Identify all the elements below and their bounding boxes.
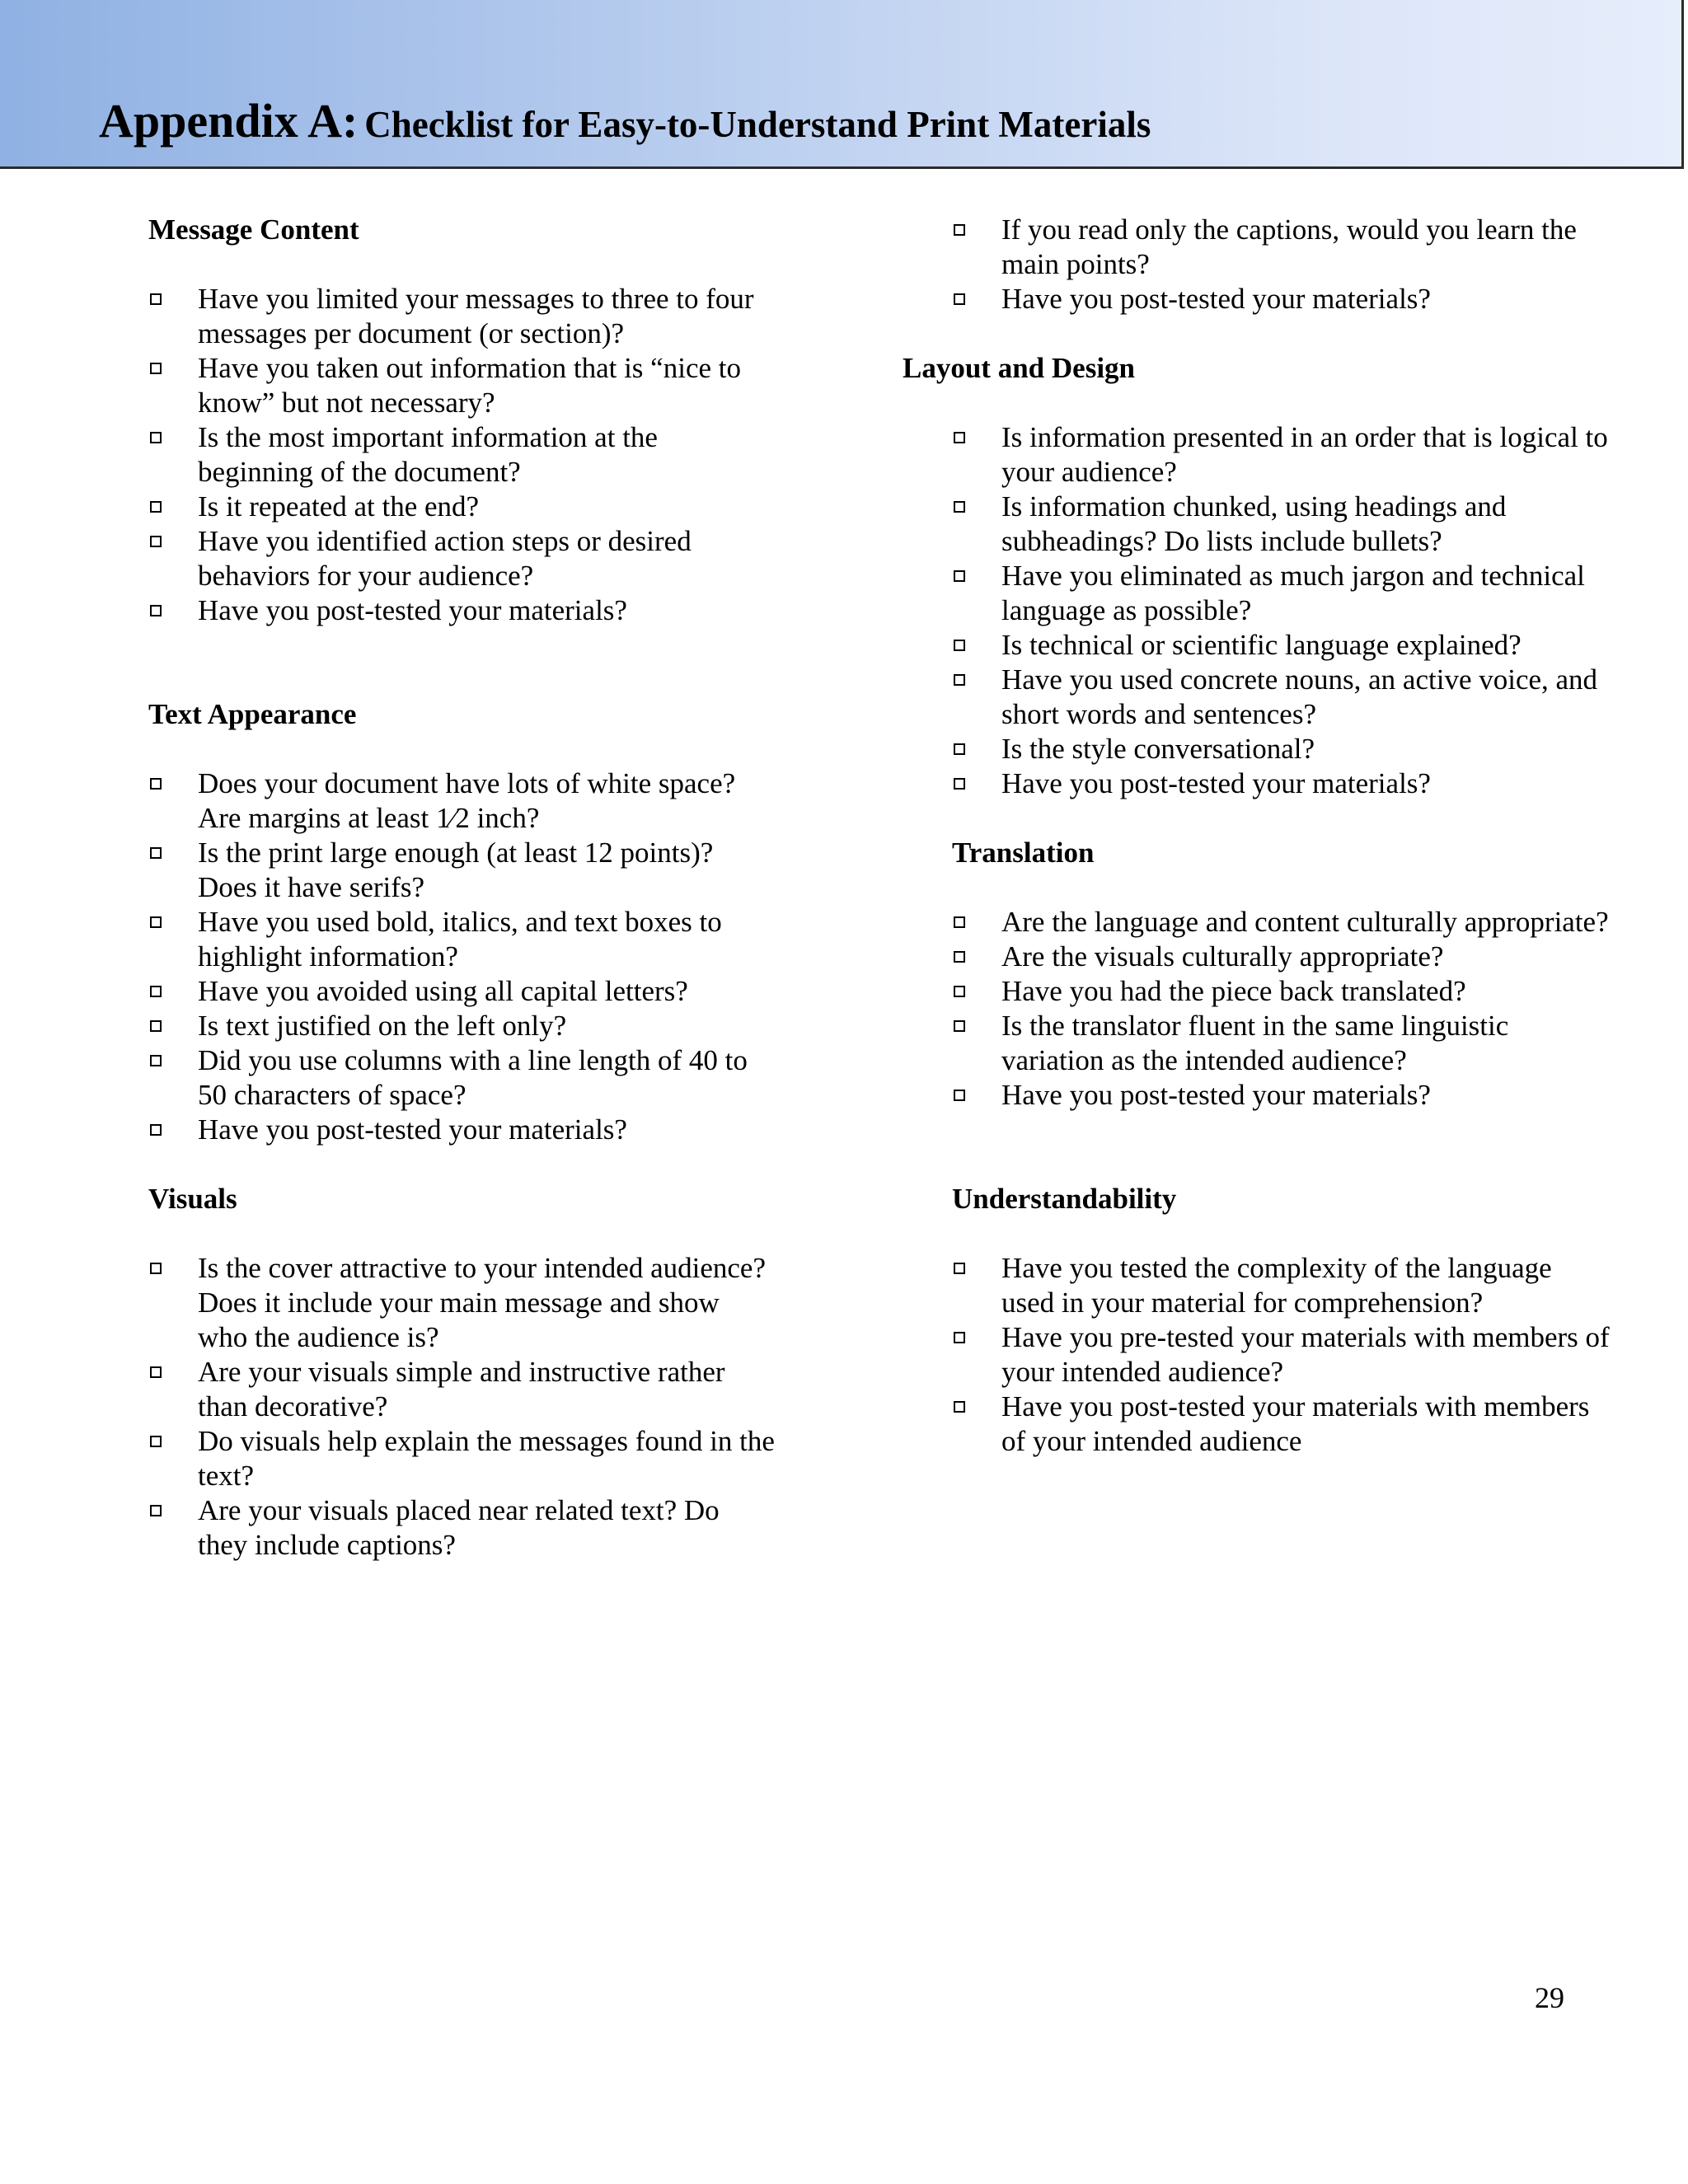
- checkbox-icon[interactable]: [150, 501, 162, 513]
- checklist: [903, 1251, 1611, 1459]
- item-text: Is the cover attractive to your intended audience? Does it include your main message and show who the audience is?: [198, 1252, 766, 1353]
- item-text: Have you avoided using all capital letters?: [198, 975, 688, 1007]
- checklist-item: [952, 1009, 1611, 1078]
- checkbox-icon[interactable]: [150, 1366, 162, 1378]
- item-text: Is technical or scientific language explained?: [1001, 629, 1522, 661]
- item-text: Have you taken out information that is “nice to know” but not necessary?: [198, 352, 741, 419]
- item-text: Have you had the piece back translated?: [1001, 975, 1466, 1007]
- checkbox-icon[interactable]: [954, 743, 965, 755]
- item-text: Have you pre-tested your materials with members of your intended audience?: [1001, 1321, 1610, 1388]
- checklist-item: [148, 1009, 775, 1043]
- title-main: Checklist for Easy-to-Understand Print Materials: [364, 104, 1151, 145]
- checkbox-icon[interactable]: [150, 1436, 162, 1447]
- checklist-item: [148, 974, 775, 1009]
- checklist-item: [952, 663, 1611, 732]
- checkbox-icon[interactable]: [150, 363, 162, 374]
- checklist-item: [952, 213, 1611, 282]
- section-understandability: [903, 1182, 1611, 1459]
- checklist-item: [148, 766, 775, 836]
- checklist: [148, 1251, 775, 1563]
- checklist-item: [952, 490, 1611, 559]
- checkbox-icon[interactable]: [954, 224, 965, 236]
- checklist-item: [952, 282, 1611, 316]
- section-heading: Understandability: [952, 1183, 1177, 1215]
- checkbox-icon[interactable]: [954, 570, 965, 582]
- section-heading: Layout and Design: [903, 352, 1136, 384]
- section-message-content: [148, 213, 775, 628]
- checkbox-icon[interactable]: [150, 986, 162, 997]
- checklist-item: [148, 836, 775, 905]
- checklist-item: [952, 905, 1611, 940]
- item-text: Is information chunked, using headings and subheadings? Do lists include bullets?: [1001, 490, 1507, 557]
- item-text: Have you post-tested your materials?: [198, 594, 627, 626]
- checkbox-icon[interactable]: [954, 674, 965, 686]
- section-layout-design: [903, 351, 1611, 801]
- checklist-visuals-continued: [903, 213, 1611, 316]
- checkbox-icon[interactable]: [954, 951, 965, 963]
- checkbox-icon[interactable]: [954, 986, 965, 997]
- checklist: [148, 766, 775, 1147]
- item-text: Have you post-tested your materials?: [1001, 283, 1431, 315]
- checklist-item: [148, 351, 775, 420]
- item-text: Does your document have lots of white space? Are margins at least 1⁄2 inch?: [198, 767, 736, 834]
- item-text: Is text justified on the left only?: [198, 1010, 567, 1042]
- item-text: Are the visuals culturally appropriate?: [1001, 940, 1444, 972]
- item-text: Have you tested the complexity of the language used in your material for comprehension?: [1001, 1252, 1552, 1319]
- checklist-item: [952, 1251, 1611, 1320]
- checklist: [903, 420, 1611, 801]
- item-text: Have you limited your messages to three to four messages per document (or section)?: [198, 283, 754, 349]
- left-column: [148, 213, 775, 1563]
- section-translation: [903, 836, 1611, 1113]
- title-prefix: Appendix A:: [99, 94, 359, 148]
- section-heading: Visuals: [148, 1183, 237, 1215]
- checklist-item: [148, 420, 775, 490]
- spacer: [148, 628, 775, 697]
- item-text: Are the language and content culturally appropriate?: [1001, 906, 1609, 938]
- section-text-appearance: [148, 697, 775, 1147]
- spacer: [148, 1147, 775, 1182]
- item-text: Are your visuals placed near related text? Do they include captions?: [198, 1494, 720, 1561]
- checkbox-icon[interactable]: [150, 1020, 162, 1032]
- checklist-item: [148, 1043, 775, 1113]
- checkbox-icon[interactable]: [150, 847, 162, 859]
- item-text: Did you use columns with a line length of 40 to 50 characters of space?: [198, 1044, 748, 1111]
- checklist-item: [148, 593, 775, 628]
- checkbox-icon[interactable]: [954, 1020, 965, 1032]
- checklist-item: [952, 1078, 1611, 1113]
- checklist-item: [148, 1113, 775, 1147]
- checkbox-icon[interactable]: [954, 501, 965, 513]
- checklist-item: [148, 1493, 775, 1563]
- item-text: Have you post-tested your materials?: [1001, 1079, 1431, 1111]
- section-heading: Text Appearance: [148, 698, 357, 730]
- checkbox-icon[interactable]: [150, 778, 162, 790]
- item-text: Is the style conversational?: [1001, 733, 1315, 765]
- spacer: [903, 801, 1611, 836]
- checkbox-icon[interactable]: [954, 432, 965, 443]
- checklist-item: [952, 974, 1611, 1009]
- item-text: Have you used bold, italics, and text boxes to highlight information?: [198, 906, 722, 972]
- checklist-item: [952, 732, 1611, 766]
- item-text: Have you identified action steps or desired behaviors for your audience?: [198, 525, 692, 592]
- item-text: Have you eliminated as much jargon and technical language as possible?: [1001, 560, 1585, 626]
- item-text: Have you post-tested your materials?: [198, 1113, 627, 1146]
- checkbox-icon[interactable]: [954, 916, 965, 928]
- checklist-item: [952, 559, 1611, 628]
- checkbox-icon[interactable]: [954, 1263, 965, 1274]
- checkbox-icon[interactable]: [150, 1124, 162, 1136]
- spacer: [903, 1113, 1611, 1182]
- checkbox-icon[interactable]: [150, 1055, 162, 1066]
- checkbox-icon[interactable]: [954, 1090, 965, 1101]
- item-text: Is the most important information at the beginning of the document?: [198, 421, 658, 488]
- checkbox-icon[interactable]: [150, 1505, 162, 1516]
- checklist-item: [148, 1251, 775, 1355]
- checklist-item: [952, 420, 1611, 490]
- item-text: If you read only the captions, would you learn the main points?: [1001, 213, 1577, 280]
- checklist: [148, 282, 775, 628]
- checklist-item: [148, 490, 775, 524]
- checklist-item: [952, 940, 1611, 974]
- checkbox-icon[interactable]: [150, 432, 162, 443]
- item-text: Have you post-tested your materials?: [1001, 767, 1431, 799]
- checklist-item: [952, 766, 1611, 801]
- item-text: Have you used concrete nouns, an active voice, and short words and sentences?: [1001, 663, 1598, 730]
- checklist-item: [148, 282, 775, 351]
- checkbox-icon[interactable]: [954, 640, 965, 651]
- checklist-item: [148, 1355, 775, 1424]
- section-heading: Translation: [952, 837, 1095, 869]
- checklist-item: [148, 524, 775, 593]
- checkbox-icon[interactable]: [954, 1332, 965, 1343]
- page-number: 29: [1535, 1981, 1564, 2014]
- spacer: [903, 316, 1611, 351]
- item-text: Is the print large enough (at least 12 points)? Does it have serifs?: [198, 837, 714, 903]
- checklist-item: [952, 628, 1611, 663]
- checkbox-icon[interactable]: [150, 1263, 162, 1274]
- checkbox-icon[interactable]: [954, 778, 965, 790]
- item-text: Is information presented in an order that is logical to your audience?: [1001, 421, 1608, 488]
- checklist-item: [148, 1424, 775, 1493]
- checkbox-icon[interactable]: [150, 916, 162, 928]
- checkbox-icon[interactable]: [150, 605, 162, 616]
- checkbox-icon[interactable]: [150, 536, 162, 547]
- item-text: Are your visuals simple and instructive rather than decorative?: [198, 1356, 725, 1422]
- section-visuals: [148, 1182, 775, 1563]
- checklist-item: [952, 1390, 1611, 1459]
- checkbox-icon[interactable]: [150, 293, 162, 305]
- page-title: [99, 94, 1151, 148]
- section-heading: Message Content: [148, 213, 359, 246]
- checkbox-icon[interactable]: [954, 293, 965, 305]
- checklist-item: [148, 905, 775, 974]
- item-text: Is the translator fluent in the same linguistic variation as the intended audience?: [1001, 1010, 1509, 1076]
- right-column: [903, 213, 1611, 1459]
- checkbox-icon[interactable]: [954, 1401, 965, 1413]
- item-text: Have you post-tested your materials with members of your intended audience: [1001, 1390, 1590, 1457]
- checklist: [903, 905, 1611, 1113]
- item-text: Is it repeated at the end?: [198, 490, 480, 523]
- checklist-item: [952, 1320, 1611, 1390]
- item-text: Do visuals help explain the messages found in the text?: [198, 1425, 775, 1492]
